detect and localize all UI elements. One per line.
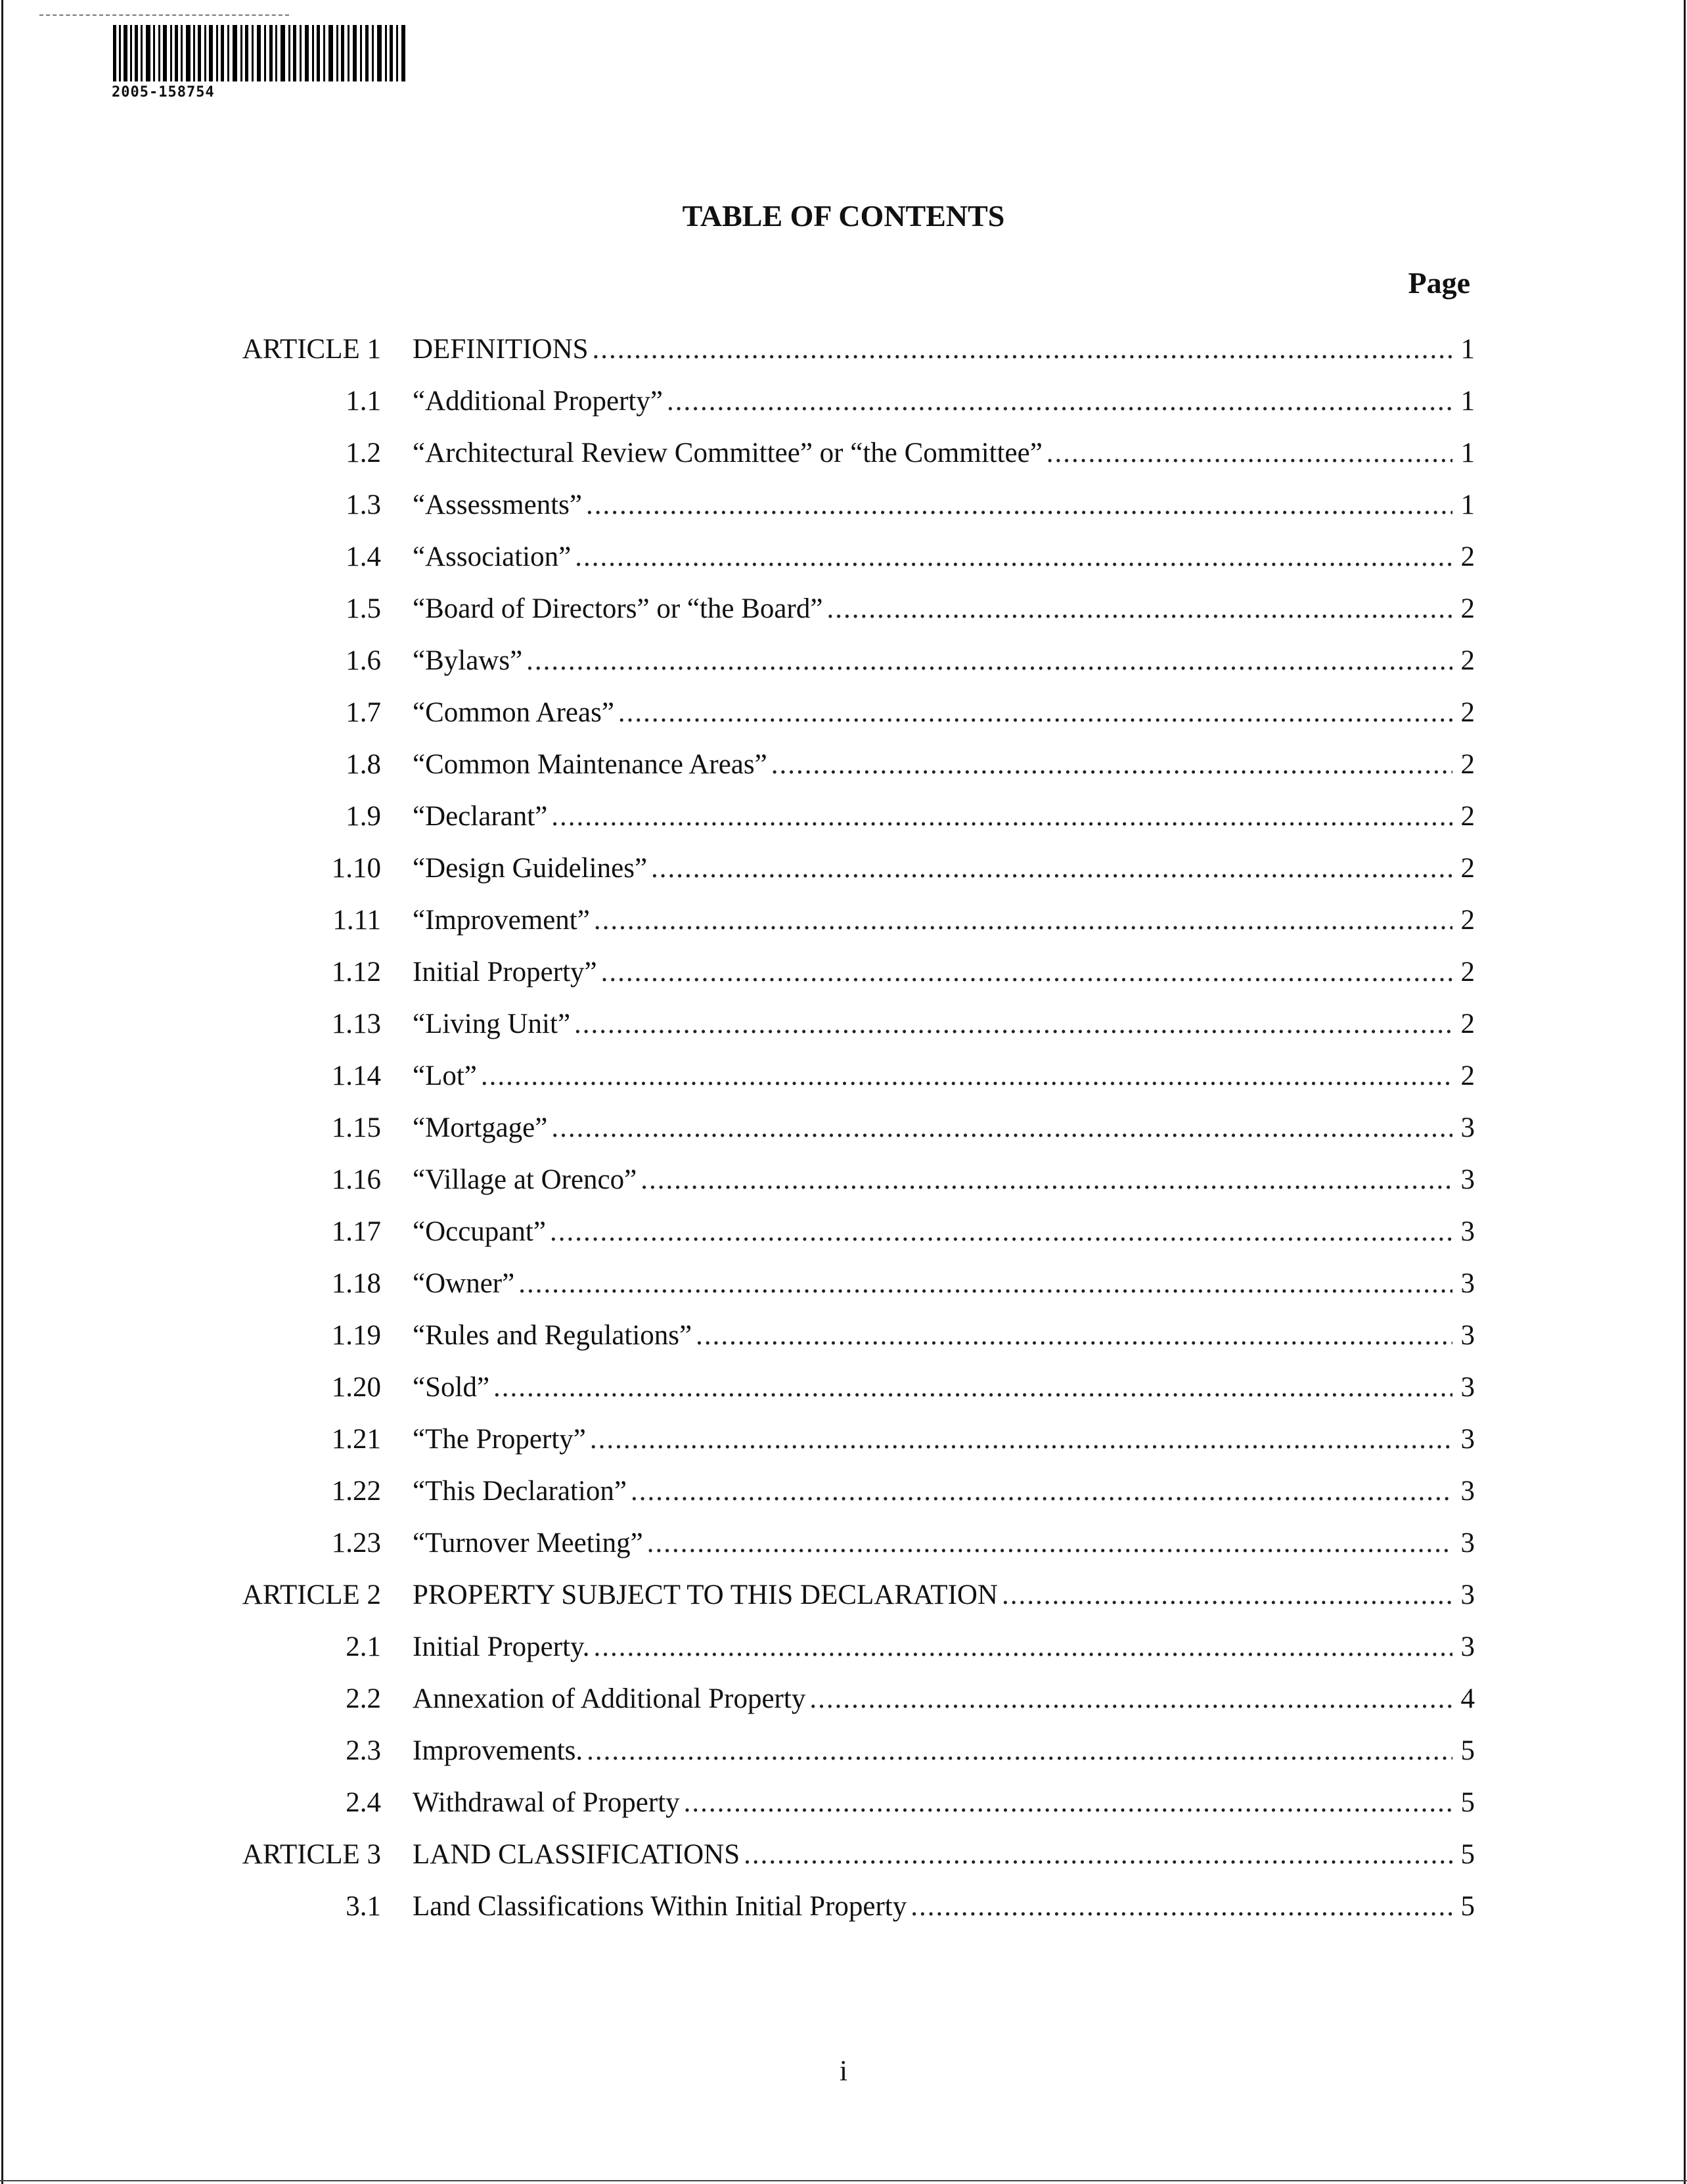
dot-leader <box>667 382 1452 421</box>
toc-entry-number: 1.23 <box>331 1528 381 1558</box>
toc-entry-number: 2.1 <box>346 1631 381 1662</box>
toc-title-cell <box>413 1576 1458 1615</box>
toc-section-row <box>197 953 1475 1005</box>
toc-title-cell <box>413 1316 1458 1355</box>
dot-leader <box>771 745 1452 785</box>
dot-leader <box>590 1420 1452 1459</box>
dot-leader <box>574 1005 1452 1044</box>
toc-section-row <box>197 1627 1475 1679</box>
toc-entry-number: 1.19 <box>331 1320 381 1351</box>
toc-section-row <box>197 641 1475 693</box>
dot-leader <box>587 1731 1452 1771</box>
toc-entry-page: 5 <box>1460 1735 1475 1766</box>
toc-section-row <box>197 693 1475 745</box>
page-number: i <box>839 2055 848 2087</box>
toc-entry-number: 1.10 <box>331 853 381 884</box>
toc-title-cell <box>413 901 1458 940</box>
toc-entry-number: 1.5 <box>346 593 381 624</box>
toc-entry-number: 2.4 <box>346 1787 381 1818</box>
toc-title-cell <box>413 1524 1458 1563</box>
dot-leader <box>526 641 1452 681</box>
toc-title-cell <box>413 1212 1458 1252</box>
toc-entry-page: 3 <box>1460 1631 1475 1662</box>
toc-title-cell <box>413 1420 1458 1459</box>
toc-entry-number: 1.13 <box>331 1009 381 1039</box>
toc-entry-number: 1.6 <box>346 645 381 676</box>
toc-entry-title: “Board of Directors” or “the Board” <box>413 593 823 624</box>
toc-title-cell <box>413 1472 1458 1511</box>
toc-entry-page: 2 <box>1460 697 1475 728</box>
toc-entry-page: 5 <box>1460 1891 1475 1922</box>
toc-entry-number: 1.9 <box>346 801 381 832</box>
dot-leader <box>551 797 1452 836</box>
toc-section-row <box>197 1783 1475 1835</box>
toc-section-row <box>197 797 1475 849</box>
toc-section-row <box>197 1108 1475 1160</box>
toc-title-cell <box>413 1783 1458 1823</box>
toc-entry-number: 1.11 <box>332 905 381 936</box>
toc-entry-page: 1 <box>1460 334 1475 365</box>
dot-leader <box>651 849 1452 888</box>
toc-section-row <box>197 1420 1475 1472</box>
toc-title-cell <box>413 1264 1458 1304</box>
toc-entry-title: “Common Areas” <box>413 697 614 728</box>
toc-entry-title: Initial Property. <box>413 1631 590 1662</box>
toc-title-cell <box>413 1835 1458 1875</box>
toc-entry-page: 2 <box>1460 541 1475 572</box>
toc-entry-page: 3 <box>1460 1268 1475 1299</box>
toc-section-row <box>197 1679 1475 1731</box>
toc-entry-title: “Architectural Review Committee” or “the Committee” <box>413 438 1043 468</box>
toc-entry-title: “Bylaws” <box>413 645 523 676</box>
toc-entry-number: ARTICLE 3 <box>242 1839 381 1870</box>
dot-leader <box>586 486 1452 525</box>
toc-entry-number: 1.14 <box>331 1060 381 1091</box>
toc-entry-title: Annexation of Additional Property <box>413 1683 806 1714</box>
toc-entry-page: 2 <box>1460 593 1475 624</box>
toc-entry-page: 1 <box>1460 386 1475 417</box>
toc-entry-page: 2 <box>1460 645 1475 676</box>
dot-leader <box>641 1160 1452 1200</box>
toc-section-row <box>197 1368 1475 1420</box>
dot-leader <box>594 901 1452 940</box>
toc-entry-number: 1.16 <box>331 1164 381 1195</box>
toc-title-cell <box>413 1887 1458 1926</box>
toc-entry-number: 1.7 <box>346 697 381 728</box>
toc-entry-page: 2 <box>1460 801 1475 832</box>
toc-entry-title: “Sold” <box>413 1372 490 1403</box>
toc-entry-number: 1.3 <box>346 489 381 520</box>
toc-section-row <box>197 1160 1475 1212</box>
toc-entry-number: 1.22 <box>331 1476 381 1507</box>
toc-section-row <box>197 537 1475 589</box>
toc-entry-title: DEFINITIONS <box>413 334 589 365</box>
toc-entry-number: 2.2 <box>346 1683 381 1714</box>
toc-entry-title: “Village at Orenco” <box>413 1164 637 1195</box>
toc-entry-title: “Owner” <box>413 1268 515 1299</box>
toc-entry-number: 1.21 <box>331 1424 381 1455</box>
toc-entry-title: “Lot” <box>413 1060 477 1091</box>
toc-section-row <box>197 1524 1475 1576</box>
dot-leader <box>809 1679 1452 1719</box>
toc-entry-page: 2 <box>1460 1009 1475 1039</box>
toc-entry-number: 2.3 <box>346 1735 381 1766</box>
toc-title-cell <box>413 434 1458 473</box>
dot-leader <box>647 1524 1452 1563</box>
toc-article-row <box>197 1835 1475 1887</box>
toc-section-row <box>197 1005 1475 1057</box>
toc-entry-title: “Association” <box>413 541 572 572</box>
toc-section-row <box>197 745 1475 797</box>
toc-section-row <box>197 1264 1475 1316</box>
dot-leader <box>594 1627 1453 1667</box>
dot-leader <box>550 1212 1452 1252</box>
toc-title-cell <box>413 1627 1458 1667</box>
toc-entry-number: 1.18 <box>331 1268 381 1299</box>
toc-section-row <box>197 1887 1475 1939</box>
barcode-image <box>113 25 409 81</box>
toc-entry-number: 1.1 <box>346 386 381 417</box>
toc-title-cell <box>413 1005 1458 1044</box>
toc-entry-page: 1 <box>1460 438 1475 468</box>
toc-entry-number: 3.1 <box>346 1891 381 1922</box>
dot-leader <box>631 1472 1452 1511</box>
dot-leader <box>684 1783 1452 1823</box>
toc-section-row <box>197 382 1475 434</box>
toc-entry-title: “Turnover Meeting” <box>413 1528 643 1558</box>
toc-entry-page: 3 <box>1460 1320 1475 1351</box>
toc-title-cell <box>413 953 1458 992</box>
scan-edge-bottom <box>0 2180 1687 2181</box>
toc-entry-page: 2 <box>1460 957 1475 988</box>
toc-title-cell <box>413 537 1458 577</box>
dot-leader <box>493 1368 1452 1407</box>
toc-entry-page: 2 <box>1460 853 1475 884</box>
dot-leader <box>601 953 1452 992</box>
toc-entry-title: Land Classifications Within Initial Property <box>413 1891 907 1922</box>
toc-entry-number: 1.2 <box>346 438 381 468</box>
dot-leader <box>593 330 1452 369</box>
toc-section-row <box>197 1212 1475 1264</box>
document-number: 2005-158754 <box>112 84 215 101</box>
scan-edge-left <box>1 0 3 2184</box>
toc-entry-page: 4 <box>1460 1683 1475 1714</box>
toc-entry-title: Improvements. <box>413 1735 583 1766</box>
dot-leader <box>1046 434 1452 473</box>
toc-entry-title: LAND CLASSIFICATIONS <box>413 1839 740 1870</box>
toc-title-cell <box>413 1108 1458 1148</box>
dot-leader <box>618 693 1452 733</box>
toc-entry-number: 1.8 <box>346 749 381 780</box>
toc-section-row <box>197 1057 1475 1108</box>
toc-entry-page: 3 <box>1460 1528 1475 1558</box>
toc-entry-page: 3 <box>1460 1216 1475 1247</box>
toc-section-row <box>197 849 1475 901</box>
toc-entry-number: 1.15 <box>331 1112 381 1143</box>
toc-entry-page: 5 <box>1460 1787 1475 1818</box>
toc-entry-page: 3 <box>1460 1476 1475 1507</box>
toc-entry-title: “Occupant” <box>413 1216 546 1247</box>
toc-entry-page: 2 <box>1460 749 1475 780</box>
toc-title-cell <box>413 745 1458 785</box>
dot-leader <box>1002 1576 1452 1615</box>
toc-entry-number: 1.12 <box>331 957 381 988</box>
scan-edge-right <box>1684 0 1686 2184</box>
table-of-contents <box>197 330 1475 1939</box>
page-title: TABLE OF CONTENTS <box>682 199 1005 233</box>
toc-article-row <box>197 330 1475 382</box>
toc-entry-page: 3 <box>1460 1164 1475 1195</box>
toc-entry-number: 1.4 <box>346 541 381 572</box>
toc-entry-title: “Living Unit” <box>413 1009 571 1039</box>
dot-leader <box>575 537 1452 577</box>
toc-title-cell <box>413 1679 1458 1719</box>
toc-entry-title: “Common Maintenance Areas” <box>413 749 767 780</box>
toc-section-row <box>197 901 1475 953</box>
toc-entry-title: “Mortgage” <box>413 1112 548 1143</box>
toc-entry-page: 1 <box>1460 489 1475 520</box>
toc-entry-page: 2 <box>1460 905 1475 936</box>
toc-entry-title: “This Declaration” <box>413 1476 627 1507</box>
toc-entry-page: 2 <box>1460 1060 1475 1091</box>
dot-leader <box>911 1887 1452 1926</box>
toc-entry-title: “Improvement” <box>413 905 590 936</box>
toc-section-row <box>197 434 1475 486</box>
toc-entry-number: ARTICLE 2 <box>242 1580 381 1610</box>
toc-entry-title: “Rules and Regulations” <box>413 1320 692 1351</box>
toc-title-cell <box>413 1160 1458 1200</box>
toc-section-row <box>197 486 1475 537</box>
toc-section-row <box>197 1316 1475 1368</box>
toc-entry-title: “The Property” <box>413 1424 586 1455</box>
toc-entry-title: “Declarant” <box>413 801 548 832</box>
toc-section-row <box>197 1731 1475 1783</box>
toc-title-cell <box>413 641 1458 681</box>
page-column-header: Page <box>1408 266 1470 300</box>
dot-leader <box>481 1057 1452 1096</box>
toc-entry-number: 1.17 <box>331 1216 381 1247</box>
dot-leader <box>744 1835 1452 1875</box>
toc-entry-title: Initial Property” <box>413 957 597 988</box>
toc-entry-page: 3 <box>1460 1424 1475 1455</box>
toc-entry-title: “Additional Property” <box>413 386 663 417</box>
toc-section-row <box>197 1472 1475 1524</box>
toc-title-cell <box>413 1731 1458 1771</box>
toc-entry-title: “Assessments” <box>413 489 582 520</box>
toc-title-cell <box>413 330 1458 369</box>
toc-entry-page: 3 <box>1460 1112 1475 1143</box>
toc-entry-title: PROPERTY SUBJECT TO THIS DECLARATION <box>413 1580 998 1610</box>
toc-title-cell <box>413 1057 1458 1096</box>
toc-title-cell <box>413 693 1458 733</box>
toc-title-cell <box>413 382 1458 421</box>
toc-entry-page: 5 <box>1460 1839 1475 1870</box>
toc-section-row <box>197 589 1475 641</box>
toc-title-cell <box>413 849 1458 888</box>
toc-entry-number: ARTICLE 1 <box>242 334 381 365</box>
dot-leader <box>696 1316 1452 1355</box>
dot-leader <box>551 1108 1452 1148</box>
toc-title-cell <box>413 486 1458 525</box>
dot-leader <box>826 589 1452 629</box>
toc-entry-title: “Design Guidelines” <box>413 853 648 884</box>
toc-entry-title: Withdrawal of Property <box>413 1787 680 1818</box>
toc-title-cell <box>413 1368 1458 1407</box>
scan-header-marks <box>39 14 289 18</box>
toc-title-cell <box>413 589 1458 629</box>
dot-leader <box>518 1264 1452 1304</box>
toc-entry-page: 3 <box>1460 1580 1475 1610</box>
toc-entry-page: 3 <box>1460 1372 1475 1403</box>
toc-entry-number: 1.20 <box>331 1372 381 1403</box>
toc-title-cell <box>413 797 1458 836</box>
toc-article-row <box>197 1576 1475 1627</box>
